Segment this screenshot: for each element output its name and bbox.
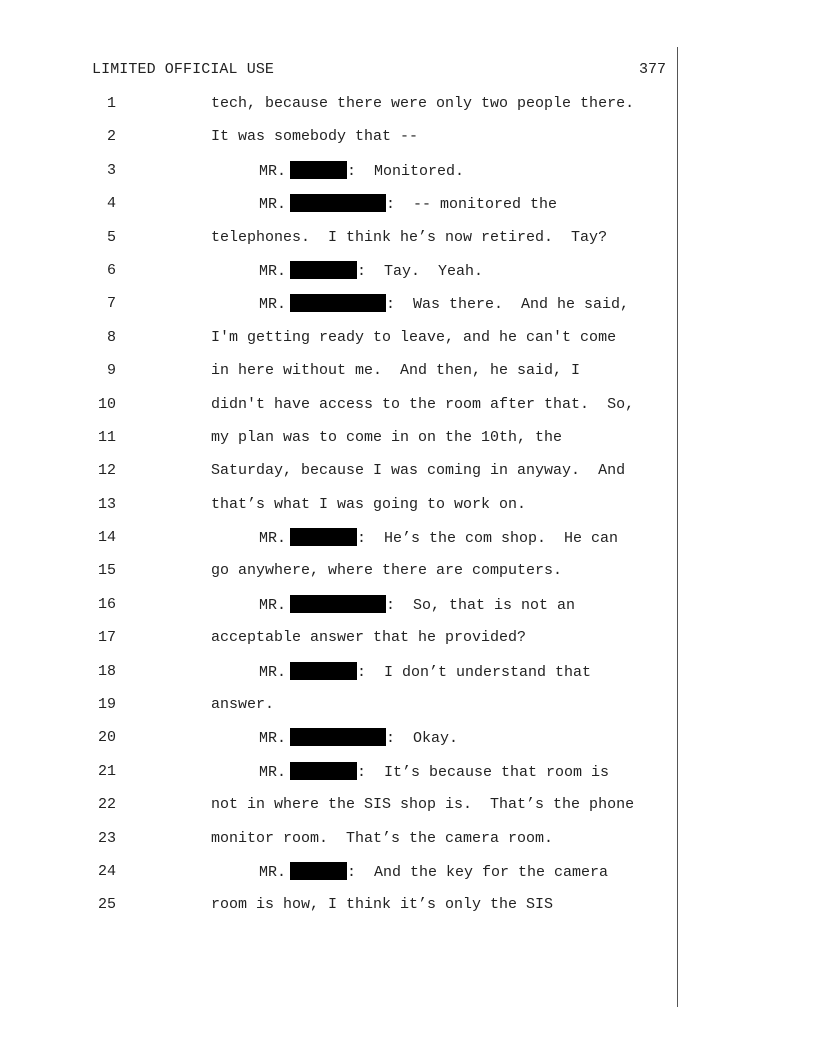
speaker-title: MR.: [259, 763, 287, 781]
line-text: room is how, I think it’s only the SIS: [211, 896, 554, 914]
transcript-line-13: [0, 495, 816, 528]
transcript-line-23: [0, 829, 816, 862]
transcript-line-12: [0, 461, 816, 494]
redaction-block: [290, 161, 347, 179]
speaker-title: MR.: [259, 530, 287, 548]
transcript-line-5: [0, 228, 816, 261]
line-text: go anywhere, where there are computers.: [211, 562, 563, 580]
line-text: answer.: [211, 696, 275, 714]
line-number: 14: [97, 529, 116, 547]
line-text: that’s what I was going to work on.: [211, 495, 527, 513]
line-number: 24: [97, 862, 116, 880]
line-number: 20: [97, 729, 116, 747]
speech-text: : Monitored.: [347, 162, 465, 180]
line-text: I'm getting ready to leave, and he can't come: [211, 328, 617, 346]
redaction-block: [290, 762, 357, 780]
transcript-line-22: [0, 795, 816, 828]
line-number: 10: [97, 395, 116, 413]
transcript-line-3: [0, 161, 816, 194]
speech-text: : And the key for the camera: [347, 863, 609, 881]
line-number: 6: [106, 261, 116, 279]
line-text: in here without me. And then, he said, I: [211, 362, 581, 380]
line-number: 15: [97, 562, 116, 580]
transcript-line-24: [0, 862, 816, 895]
line-number: 9: [106, 362, 116, 380]
line-text: tech, because there were only two people there.: [211, 95, 635, 112]
line-number: 23: [97, 829, 116, 847]
line-text: acceptable answer that he provided?: [211, 629, 527, 647]
transcript-line-25: [0, 895, 816, 928]
redaction-block: [290, 862, 347, 880]
transcript-line-9: [0, 361, 816, 394]
transcript-line-4: [0, 194, 816, 227]
speech-text: : -- monitored the: [386, 196, 558, 214]
line-number: 16: [97, 595, 116, 613]
transcript-line-15: [0, 561, 816, 594]
line-number: 18: [97, 662, 116, 680]
redaction-block: [290, 194, 386, 212]
line-number: 19: [97, 696, 116, 714]
speech-text: : So, that is not an: [386, 596, 576, 614]
redaction-block: [290, 528, 357, 546]
transcript-line-2: [0, 127, 816, 160]
speaker-line: [259, 662, 591, 683]
speech-text: : Was there. And he said,: [386, 296, 630, 314]
line-number: 4: [106, 195, 116, 213]
line-number: 8: [106, 328, 116, 346]
speaker-title: MR.: [259, 596, 287, 614]
speaker-line: [259, 728, 458, 749]
transcript-line-11: [0, 428, 816, 461]
transcript-line-14: [0, 528, 816, 561]
line-number: 22: [97, 796, 116, 814]
line-text: Saturday, because I was coming in anyway. And: [211, 462, 626, 480]
speaker-line: [259, 528, 618, 549]
redaction-block: [290, 728, 386, 746]
line-number: 2: [106, 128, 116, 146]
speech-text: : He’s the com shop. He can: [357, 530, 619, 548]
speaker-line: [259, 194, 557, 215]
transcript-lines: [0, 94, 816, 929]
speaker-title: MR.: [259, 262, 287, 280]
transcript-line-16: [0, 595, 816, 628]
line-number: 17: [97, 629, 116, 647]
redaction-block: [290, 595, 386, 613]
line-text: telephones. I think he’s now retired. Tay?: [211, 228, 608, 246]
transcript-line-19: [0, 695, 816, 728]
line-number: 12: [97, 462, 116, 480]
speech-text: : Okay.: [386, 730, 459, 748]
line-text: It was somebody that --: [211, 128, 419, 146]
speaker-line: [259, 261, 483, 282]
line-number: 11: [97, 428, 116, 446]
page-number: 377: [638, 61, 666, 78]
redaction-block: [290, 662, 357, 680]
speaker-title: MR.: [259, 663, 287, 681]
transcript-line-10: [0, 395, 816, 428]
speaker-title: MR.: [259, 162, 287, 180]
speaker-line: [259, 762, 609, 783]
speaker-line: [259, 294, 629, 315]
transcript-line-21: [0, 762, 816, 795]
speaker-line: [259, 161, 464, 182]
transcript-line-6: [0, 261, 816, 294]
line-number: 5: [106, 228, 116, 246]
transcript-line-18: [0, 662, 816, 695]
line-number: 7: [106, 295, 116, 313]
speaker-title: MR.: [259, 863, 287, 881]
speech-text: : It’s because that room is: [357, 763, 610, 781]
line-text: my plan was to come in on the 10th, the: [211, 428, 563, 446]
line-text: didn't have access to the room after that. So,: [211, 395, 635, 413]
transcript-line-20: [0, 728, 816, 761]
transcript-line-1: [0, 94, 816, 127]
line-text: not in where the SIS shop is. That’s the phone: [211, 796, 635, 814]
speaker-line: [259, 595, 575, 616]
line-number: 3: [106, 161, 116, 179]
speaker-title: MR.: [259, 196, 287, 214]
speaker-title: MR.: [259, 730, 287, 748]
transcript-line-7: [0, 294, 816, 327]
speech-text: : Tay. Yeah.: [357, 262, 484, 280]
transcript-line-17: [0, 628, 816, 661]
line-number: 1: [106, 95, 116, 112]
line-number: 21: [97, 762, 116, 780]
redaction-block: [290, 261, 357, 279]
speaker-title: MR.: [259, 296, 287, 314]
line-number: 25: [97, 896, 116, 914]
line-number: 13: [97, 495, 116, 513]
transcript-line-8: [0, 328, 816, 361]
line-text: monitor room. That’s the camera room.: [211, 829, 554, 847]
speaker-line: [259, 862, 608, 883]
speech-text: : I don’t understand that: [357, 663, 592, 681]
classification-header: LIMITED OFFICIAL USE: [92, 61, 275, 78]
redaction-block: [290, 294, 386, 312]
